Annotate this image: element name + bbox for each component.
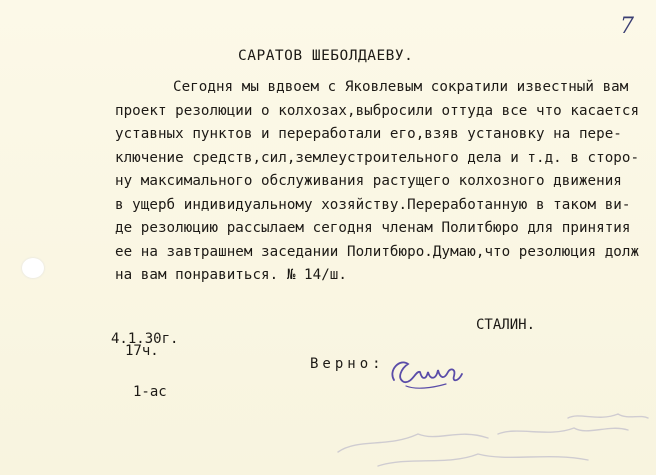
page-number: 7 (620, 14, 634, 39)
reference-code: 1-ас (133, 384, 167, 400)
body-line: Сегодня мы вдвоем с Яковлевым сократили известный вам (173, 79, 629, 95)
telegram-body (115, 76, 655, 288)
date-stamp: 4.1.30г. (111, 331, 179, 347)
body-line: на вам понравиться. № 14/ш. (115, 267, 347, 283)
body-line: ну максимального обслуживания растущего колхозного движения (115, 173, 622, 189)
body-line: ее на завтрашнем заседании Политбюро.Думаю,что резолюция долж (115, 243, 640, 260)
body-line: де резолюцию рассылаем сегодня членам Политбюро для принятия (115, 220, 631, 236)
body-line: ключение средств,сил,землеустроительного дела и т.д. в сторо- (115, 149, 640, 166)
handwritten-signature (386, 350, 464, 394)
time-stamp: 17ч. (125, 343, 159, 359)
body-line: проект резолюции о колхозах,выбросили оттуда все что касается (115, 102, 640, 119)
addressee-heading: САРАТОВ ШЕБОЛДАЕВУ. (238, 48, 414, 64)
certification-label: Верно: (310, 356, 385, 372)
punch-hole (22, 258, 44, 278)
body-line: в ущерб индивидуальному хозяйству.Переработанную в таком ви- (115, 196, 631, 213)
faint-archival-pencil-notes (318, 408, 656, 475)
signatory-name: СТАЛИН. (476, 317, 536, 333)
body-line: уставных пунктов и переработали его,взяв установку на пере- (115, 126, 622, 142)
